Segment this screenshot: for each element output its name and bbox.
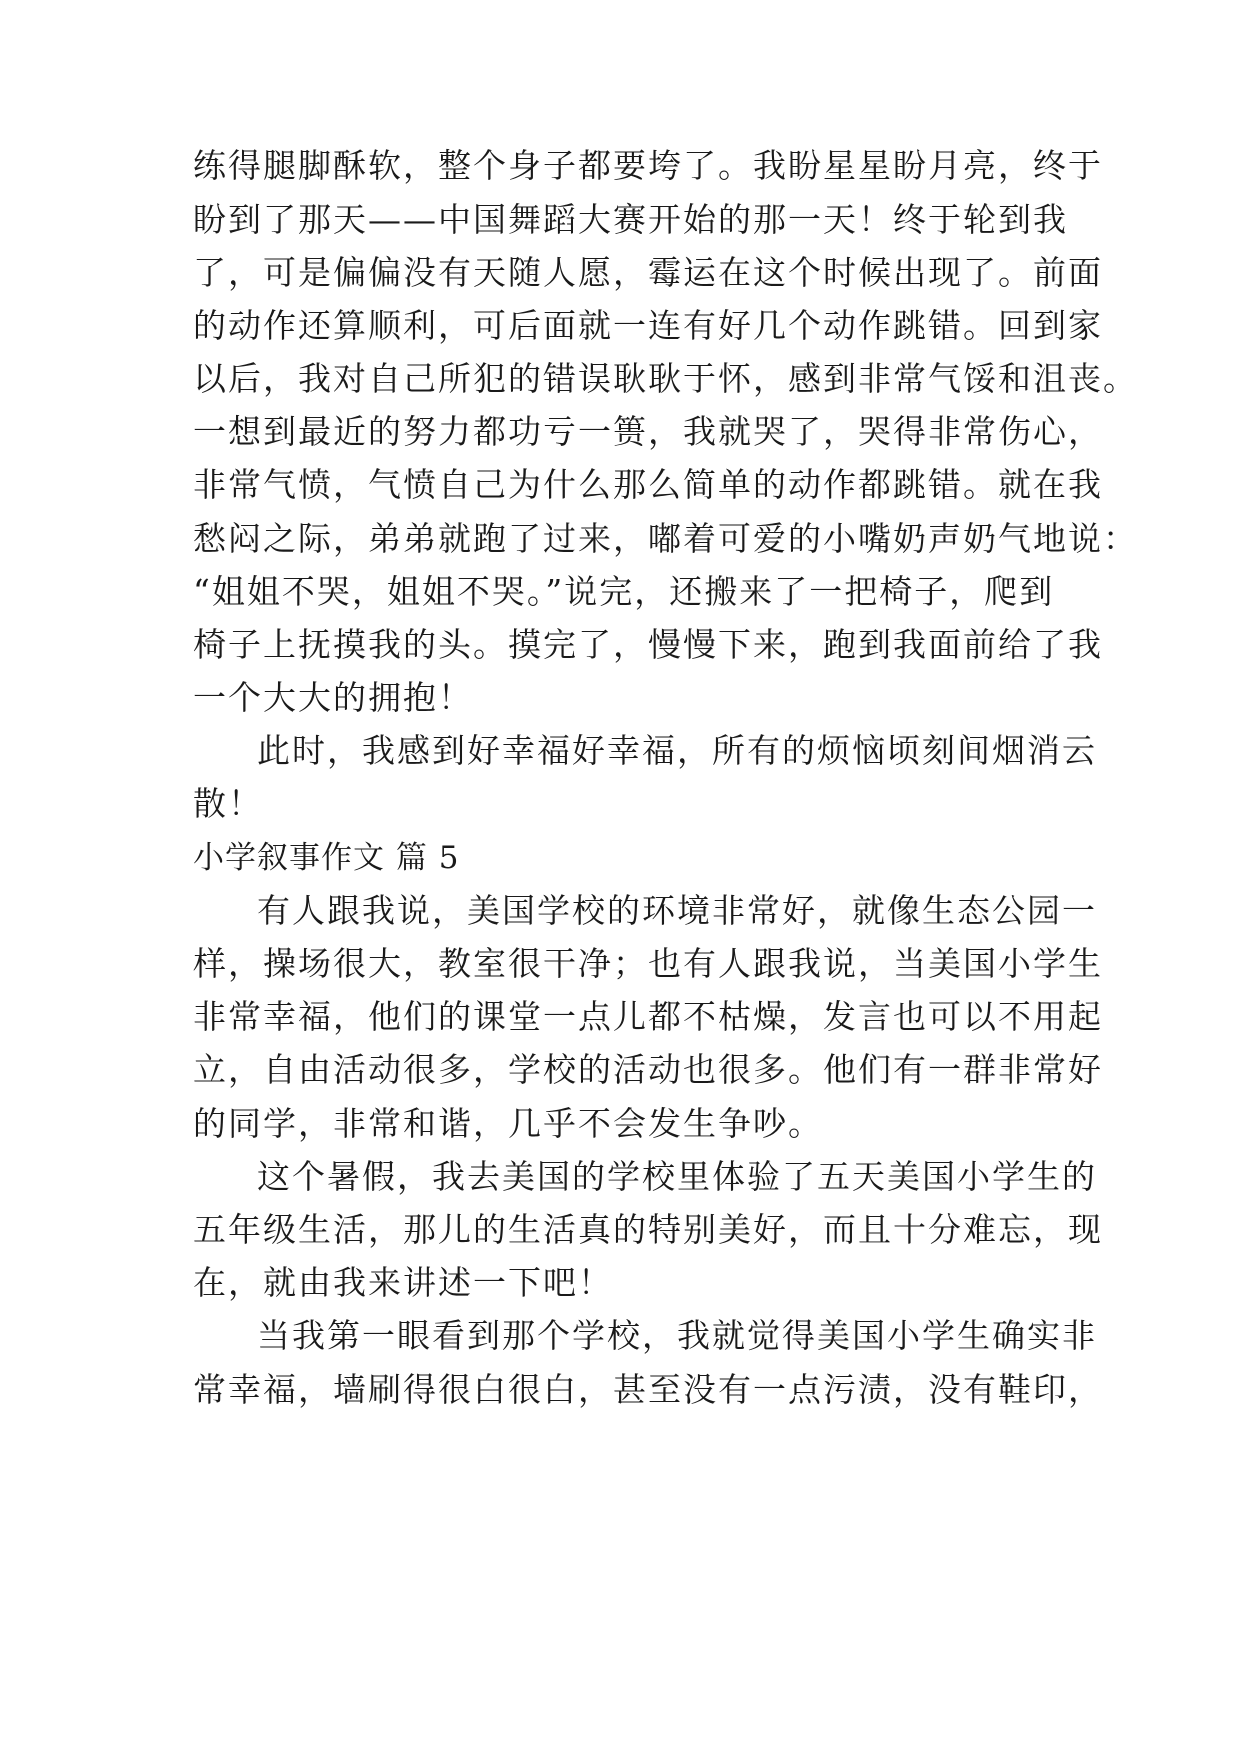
text-line: 愁闷之际，弟弟就跑了过来，嘟着可爱的小嘴奶声奶气地说： <box>193 519 1138 558</box>
text-line: 椅子上抚摸我的头。摸完了，慢慢下来，跑到我面前给了我 <box>193 625 1103 664</box>
text-line: 盼到了那天——中国舞蹈大赛开始的那一天！终于轮到我 <box>193 200 1068 239</box>
text-line: 此时，我感到好幸福好幸福，所有的烦恼顷刻间烟消云 <box>257 731 1097 770</box>
text-line: 散！ <box>193 784 263 823</box>
text-line: 非常气愤，气愤自己为什么那么简单的动作都跳错。就在我 <box>193 465 1103 504</box>
text-line: 样，操场很大，教室很干净；也有人跟我说，当美国小学生 <box>193 944 1103 983</box>
text-line: 在，就由我来讲述一下吧！ <box>193 1263 613 1302</box>
text-line: 的动作还算顺利，可后面就一连有好几个动作跳错。回到家 <box>193 306 1103 345</box>
section-heading: 小学叙事作文 篇 5 <box>193 840 460 876</box>
text-line: 这个暑假，我去美国的学校里体验了五天美国小学生的 <box>257 1157 1097 1196</box>
text-line: 五年级生活，那儿的生活真的特别美好，而且十分难忘，现 <box>193 1210 1103 1249</box>
text-line: “姐姐不哭，姐姐不哭。”说完，还搬来了一把椅子，爬到 <box>193 572 1055 611</box>
text-line: 的同学，非常和谐，几乎不会发生争吵。 <box>193 1104 823 1143</box>
text-line: 了，可是偏偏没有天随人愿，霉运在这个时候出现了。前面 <box>193 253 1103 292</box>
text-line: 常幸福，墙刷得很白很白，甚至没有一点污渍，没有鞋印， <box>193 1370 1103 1409</box>
text-line: 一想到最近的努力都功亏一篑，我就哭了，哭得非常伤心， <box>193 412 1103 451</box>
text-line: 当我第一眼看到那个学校，我就觉得美国小学生确实非 <box>257 1316 1097 1355</box>
text-line: 以后，我对自己所犯的错误耿耿于怀，感到非常气馁和沮丧。 <box>193 359 1138 398</box>
text-line: 立，自由活动很多，学校的活动也很多。他们有一群非常好 <box>193 1050 1103 1089</box>
text-line: 一个大大的拥抱！ <box>193 678 473 717</box>
text-line: 练得腿脚酥软，整个身子都要垮了。我盼星星盼月亮，终于 <box>193 146 1103 185</box>
text-line: 有人跟我说，美国学校的环境非常好，就像生态公园一 <box>257 891 1097 930</box>
text-line: 非常幸福，他们的课堂一点儿都不枯燥，发言也可以不用起 <box>193 997 1103 1036</box>
